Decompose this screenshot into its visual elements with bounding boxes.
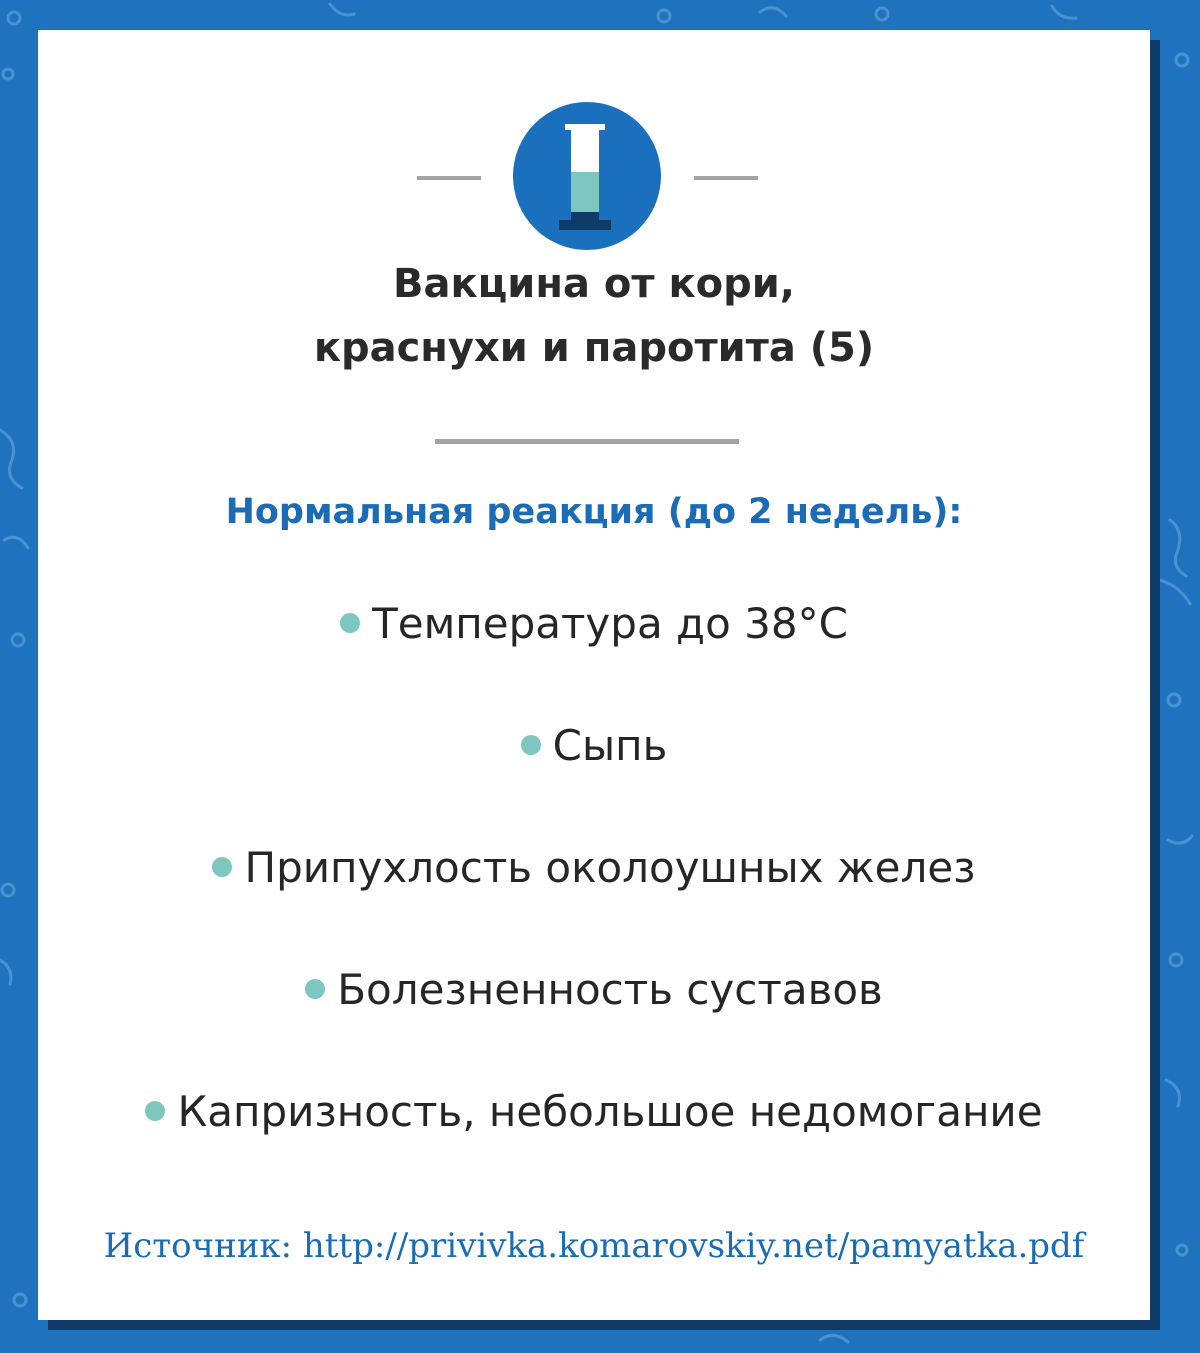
list-item xyxy=(38,960,1150,1082)
info-card xyxy=(38,30,1150,1320)
list-item-text: Температура до 38°С xyxy=(372,599,848,648)
section-heading: Нормальная реакция (до 2 недель): xyxy=(225,492,963,532)
title-line-2: краснухи и паротита (5) xyxy=(313,325,875,371)
bullet-dot-icon xyxy=(521,735,541,755)
source-link[interactable]: Источник: http://privivka.komarovskiy.net/pamyatka.pdf xyxy=(103,1226,1085,1266)
list-item xyxy=(38,838,1150,960)
title-divider xyxy=(435,439,739,444)
list-item-text: Припухлость околоушных желез xyxy=(244,843,976,892)
list-item-text: Сыпь xyxy=(552,721,668,770)
bullet-dot-icon xyxy=(212,857,232,877)
bullet-dot-icon xyxy=(305,979,325,999)
bullet-dot-icon xyxy=(145,1101,165,1121)
decorative-dash-left xyxy=(417,176,481,180)
header-icon-group xyxy=(38,102,1150,252)
page-title xyxy=(38,252,1150,380)
list-item-text: Капризность, небольшое недомогание xyxy=(177,1087,1043,1136)
test-tube-icon xyxy=(513,102,661,250)
reaction-list xyxy=(38,594,1150,1204)
list-item-text: Болезненность суставов xyxy=(337,965,883,1014)
title-line-1: Вакцина от кори, xyxy=(393,261,795,307)
list-item xyxy=(38,594,1150,716)
bullet-dot-icon xyxy=(340,613,360,633)
list-item xyxy=(38,716,1150,838)
decorative-dash-right xyxy=(694,176,758,180)
list-item xyxy=(38,1082,1150,1204)
